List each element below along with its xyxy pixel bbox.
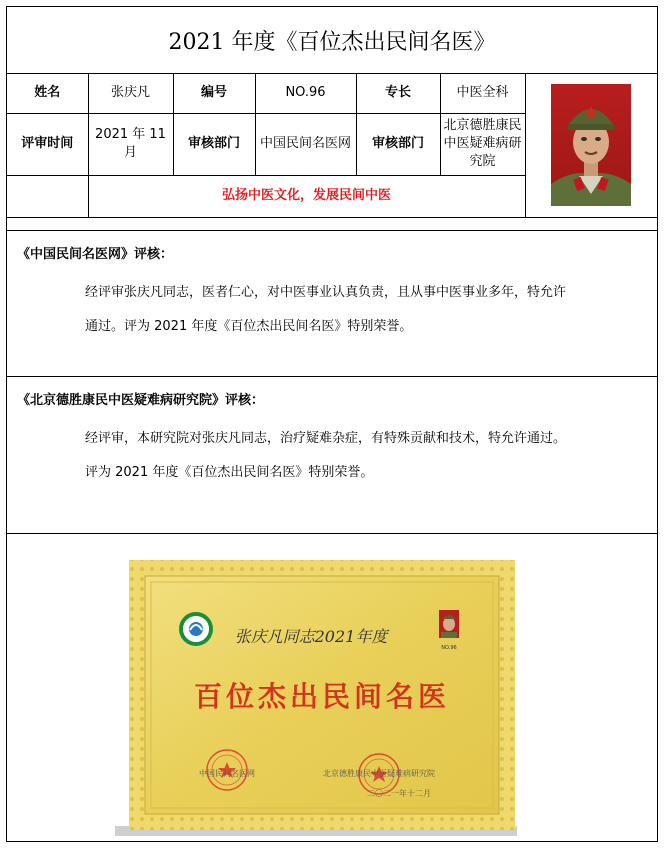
- review-section-1: [7, 230, 657, 376]
- certificate-number: NO.96: [441, 645, 457, 651]
- specialty-label: 专长: [356, 73, 440, 113]
- review-section-2: [7, 376, 657, 533]
- portrait-photo: [551, 84, 631, 206]
- review-line-1a: 经评审张庆凡同志，医者仁心，对中医事业认真负责，且从事中医事业多年，特允许: [85, 285, 567, 300]
- slogan-empty-cell: [7, 175, 88, 217]
- slogan: 弘扬中医文化，发展民间中医: [88, 175, 525, 217]
- page-title: 2021 年度《百位杰出民间名医》: [7, 7, 657, 74]
- certificate-emblem-icon: [181, 614, 211, 644]
- portrait-illustration: [551, 84, 631, 206]
- name-value: 张庆凡: [88, 73, 173, 113]
- number-value: NO.96: [255, 73, 356, 113]
- certificate-photo: [439, 610, 459, 638]
- review-line-2b: 评为 2021 年度《百位杰出民间名医》特别荣誉。: [85, 465, 374, 480]
- review-line-2a: 经评审，本研究院对张庆凡同志，治疗疑难杂症，有特殊贡献和技术，特允许通过。: [85, 431, 567, 446]
- certificate-issuer-2: 北京德胜康民中医疑难病研究院: [323, 769, 435, 778]
- certificate-title: 百位杰出民间名医: [193, 680, 451, 713]
- certificate-recipient: 张庆凡同志2021年度: [234, 627, 388, 646]
- document-page: [6, 6, 658, 842]
- photo-cell: [525, 73, 657, 217]
- audit-dept-value-1: 中国民间名医网: [255, 113, 356, 175]
- certificate-section: [7, 533, 657, 842]
- number-label: 编号: [173, 73, 255, 113]
- audit-dept-label-2: 审核部门: [356, 113, 440, 175]
- review-heading-2: 《北京德胜康民中医疑难病研究院》评核：: [17, 393, 265, 408]
- review-time-label: 评审时间: [7, 113, 88, 175]
- name-label: 姓名: [7, 73, 88, 113]
- review-heading-1: 《中国民间名医网》评核：: [17, 247, 174, 262]
- review-time-value: 2021 年 11 月: [88, 113, 173, 175]
- review-line-1b: 通过。评为 2021 年度《百位杰出民间名医》特别荣誉。: [85, 319, 413, 334]
- certificate: [7, 534, 657, 842]
- certificate-date: 二〇二一年十二月: [367, 789, 431, 798]
- audit-dept-value-2: 北京德胜康民中医疑难病研究院: [440, 113, 525, 175]
- info-table: [7, 73, 657, 218]
- specialty-value: 中医全科: [440, 73, 525, 113]
- certificate-issuer-1: 中国民间名医网: [199, 769, 255, 778]
- audit-dept-label-1: 审核部门: [173, 113, 255, 175]
